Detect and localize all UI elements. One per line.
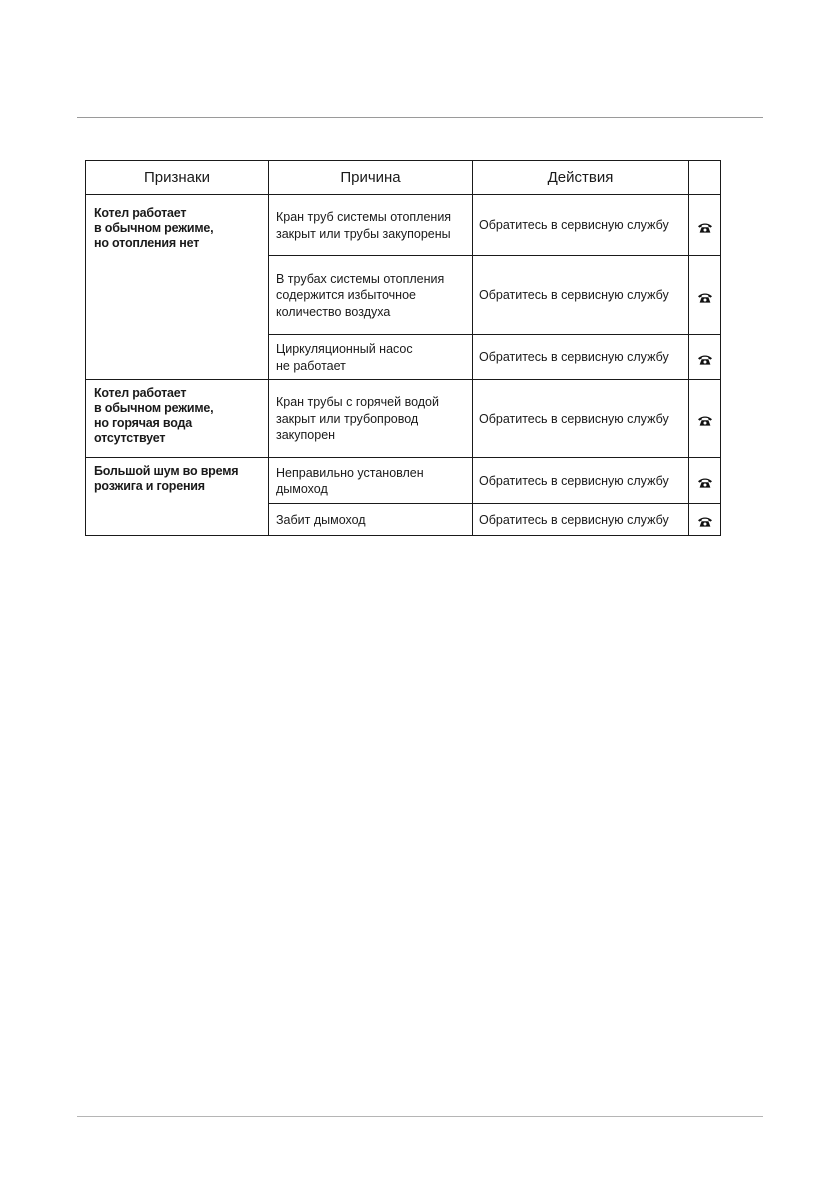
cause-line: Кран трубы с горячей водой (276, 395, 439, 410)
cause-line: закрыт или трубопровод (276, 411, 419, 426)
phone-icon (689, 504, 721, 536)
top-rule (77, 117, 763, 118)
symptom-line: Большой шум во время (94, 464, 239, 478)
table-row (86, 380, 721, 458)
phone-icon (689, 256, 721, 335)
action-cell: Обратитесь в сервисную службу (473, 335, 689, 380)
symptom-cell (86, 195, 269, 380)
symptom-line: Котел работает (94, 386, 187, 400)
cause-line: количество воздуха (276, 304, 391, 319)
cause-cell (269, 195, 473, 256)
phone-icon (689, 335, 721, 380)
cause-line: содержится избыточное (276, 288, 416, 303)
cause-line: не работает (276, 358, 346, 373)
header-actions: Действия (473, 161, 689, 195)
header-symptoms: Признаки (86, 161, 269, 195)
symptom-line: но отопления нет (94, 236, 200, 250)
symptom-cell (86, 458, 269, 536)
phone-icon (689, 458, 721, 504)
cause-line: Неправильно установлен (276, 465, 424, 480)
table-row (86, 195, 721, 256)
cause-line: Циркуляционный насос (276, 342, 413, 356)
cause-cell (269, 335, 473, 380)
phone-icon (689, 195, 721, 256)
bottom-rule (77, 1116, 763, 1117)
cause-cell (269, 504, 473, 536)
cause-line: Кран труб системы отопления (276, 210, 452, 224)
symptom-line: но горячая вода (94, 416, 192, 430)
cause-line: дымоход (276, 482, 328, 496)
cause-line: В трубах системы отопления (276, 271, 445, 286)
symptom-cell (86, 380, 269, 458)
symptom-line: розжига и горения (94, 479, 205, 493)
cause-cell (269, 458, 473, 504)
cause-cell (269, 256, 473, 335)
header-row (86, 161, 721, 195)
table-row (86, 458, 721, 504)
symptom-line: в обычном режиме, (94, 401, 214, 415)
cause-line: закрыт или трубы закупорены (276, 226, 451, 241)
symptom-line: отсутствует (94, 431, 166, 445)
header-contact (689, 161, 721, 195)
symptom-line: в обычном режиме, (94, 221, 214, 235)
troubleshooting-table (85, 160, 721, 536)
action-cell: Обратитесь в сервисную службу (473, 256, 689, 335)
phone-icon (689, 380, 721, 458)
action-cell: Обратитесь в сервисную службу (473, 504, 689, 536)
header-cause: Причина (269, 161, 473, 195)
action-cell: Обратитесь в сервисную службу (473, 195, 689, 256)
cause-line: закупорен (276, 428, 336, 443)
action-cell: Обратитесь в сервисную службу (473, 380, 689, 458)
cause-line: Забит дымоход (276, 512, 366, 527)
symptom-line: Котел работает (94, 206, 187, 220)
cause-cell (269, 380, 473, 458)
action-cell: Обратитесь в сервисную службу (473, 458, 689, 504)
